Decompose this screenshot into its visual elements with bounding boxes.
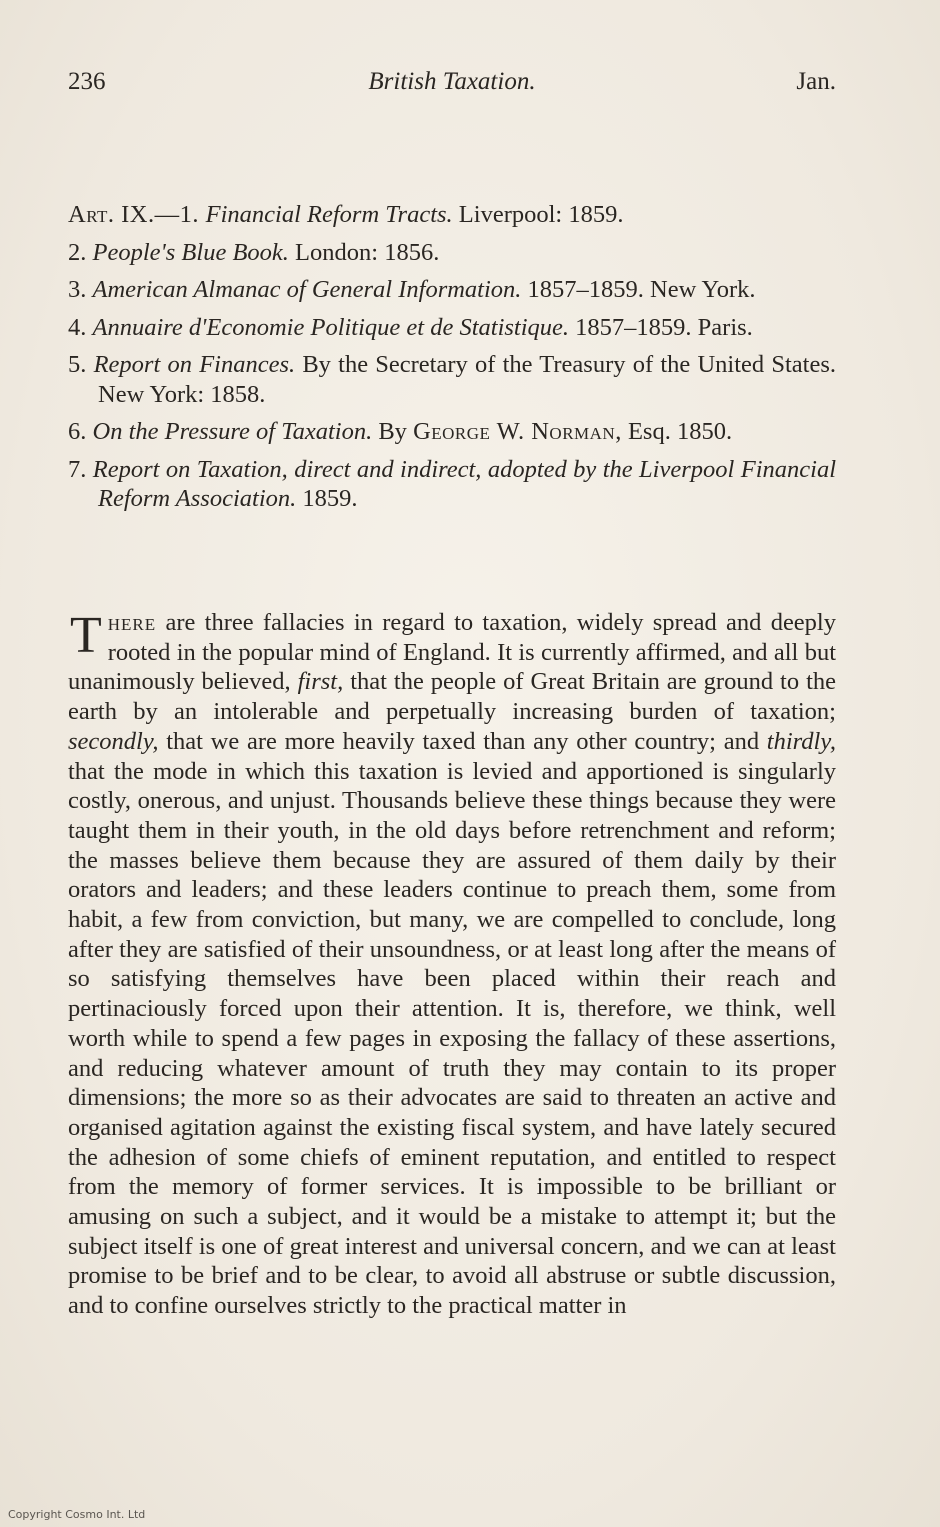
reference-3: 3. American Almanac of General Information. 1857–1859. New York. (68, 276, 756, 303)
reference-6: 6. On the Pressure of Taxation. By George W. Norman, Esq. 1850. (68, 418, 733, 445)
drop-cap: T (70, 607, 102, 664)
reference-4: 4. Annuaire d'Economie Politique et de Statistique. 1857–1859. Paris. (68, 313, 753, 341)
reference-2: 2. People's Blue Book. London: 1856. (68, 238, 440, 266)
copyright-watermark: Copyright Cosmo Int. Ltd (8, 1508, 146, 1521)
reference-1: Art. IX.—1. Financial Reform Tracts. Liverpool: 1859. (68, 201, 624, 228)
reference-5: 5. Report on Finances. By the Secretary of the Treasury of the United States. New York: 1858. (68, 351, 836, 408)
running-month: Jan. (796, 68, 836, 95)
reference-7: 7. Report on Taxation, direct and indirect, adopted by the Liverpool Financial Reform Association. 1859. (68, 455, 836, 512)
opening-paragraph: There are three fallacies in regard to taxation, widely spread and deeply rooted in the popular mind of England. It is currently affirmed, and all but unanimously believed, first, that the people of Great Britain are ground to the earth by an intolerable and perpetually increasing burden of taxation; secondly, that we are more heavily taxed than any other country; and thirdly, that the mode in which this taxation is levied and apportioned is singularly costly, onerous, and unjust. Thousands believe these things because they were taught them in their youth, in the old days before retrenchment and reform; the masses believe them because they are assured of them daily by their orators and leaders; and these leaders continue to preach them, some from habit, a few from conviction, but many, we are compelled to conclude, long after they are satisfied of their unsoundness, or at least long after the means of so satisfying themselves have been placed within their reach and pertinaciously forced upon their attention. It is, therefore, we think, well worth while to spend a few pages in exposing the fallacy of these assertions, and reducing whatever amount of truth they may contain to its proper dimensions; the more so as their advocates are said to threaten an active and organised agitation against the existing fiscal system, and have lately secured the adhesion of some chiefs of eminent reputation, and entitled to respect from the memory of former services. It is impossible to be brilliant or amusing on such a subject, and it would be a mistake to attempt it; but the subject itself is one of great interest and universal concern, and we can at least promise to be brief and to be clear, to avoid all abstruse or subtle discussion, and to confine ourselves strictly to the practical matter in (68, 607, 836, 1320)
reference-list (68, 200, 836, 522)
running-title: British Taxation. (368, 68, 536, 95)
page-number: 236 (68, 68, 106, 95)
running-head (68, 68, 836, 104)
article-body (68, 608, 836, 1321)
